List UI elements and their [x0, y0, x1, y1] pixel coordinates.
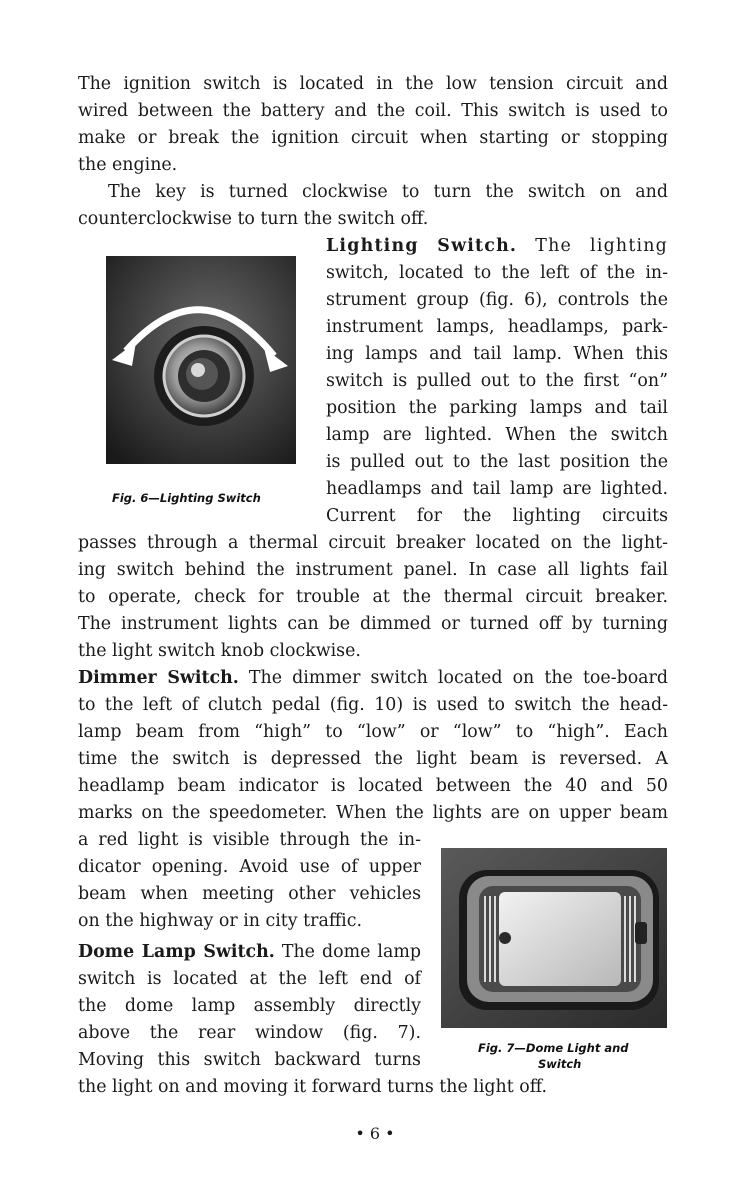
text-line: a red light is visible through the in- [78, 830, 421, 850]
fig6-caption: Fig. 6—Lighting Switch [112, 491, 261, 505]
dimmer-heading-line [78, 665, 668, 692]
text-line: counterclockwise to turn the switch off. [78, 209, 429, 229]
lighting-switch-section [326, 233, 668, 530]
text-line: time the switch is depressed the light beam is reversed. A [78, 749, 668, 769]
text-line: instrument lamps, headlamps, park- [326, 317, 668, 337]
dimmer-heading-rest: The dimmer switch located on the toe-board [238, 668, 668, 688]
text-line: the light on and moving it forward turns the light off. [78, 1077, 548, 1097]
text-line: switch is pulled out to the first “on” [326, 371, 668, 391]
text-line: wired between the battery and the coil. This switch is used to [78, 101, 668, 121]
dome-heading: Dome Lamp Switch. [78, 942, 275, 962]
text-line: make or break the ignition circuit when starting or stopping [78, 128, 668, 148]
text-line: the light switch knob clockwise. [78, 641, 361, 661]
text-line: Moving this switch backward turns [78, 1050, 421, 1070]
lighting-heading: Lighting Switch. [326, 236, 518, 256]
text-line: The ignition switch is located in the low tension circuit and [78, 74, 668, 94]
text-line: switch, located to the left of the in- [326, 263, 668, 283]
text-line: lamp beam from “high” to “low” or “low” to “high”. Each [78, 722, 668, 742]
text-line: The instrument lights can be dimmed or turned off by turning [78, 614, 668, 634]
text-line: strument group (fig. 6), controls the [326, 290, 668, 310]
text-line: marks on the speedometer. When the lights are on upper beam [78, 803, 668, 823]
text-line: to operate, check for trouble at the thermal circuit breaker. [78, 587, 668, 607]
ignition-paragraph [78, 71, 668, 179]
text-line: passes through a thermal circuit breaker located on the light- [78, 533, 668, 553]
dimmer-left-column [78, 827, 421, 935]
text-line: headlamps and tail lamp are lighted. [326, 479, 668, 499]
text-line: headlamp beam indicator is located between the 40 and 50 [78, 776, 668, 796]
lighting-heading-line [326, 233, 668, 260]
dome-light-photo [441, 848, 667, 1028]
dome-heading-line [78, 939, 421, 966]
text-line: dicator opening. Avoid use of upper [78, 857, 421, 877]
dome-light-illustration [441, 848, 667, 1028]
text-line: is pulled out to the last position the [326, 452, 668, 472]
text-line: above the rear window (fig. 7). [78, 1023, 421, 1043]
text-line: on the highway or in city traffic. [78, 911, 363, 931]
text-line: beam when meeting other vehicles [78, 884, 421, 904]
fig7-caption-line2: Switch [538, 1057, 582, 1071]
text-line: lamp are lighted. When the switch [326, 425, 668, 445]
fig7-caption-line1: Fig. 7—Dome Light and [478, 1041, 629, 1055]
dome-last-line [78, 1074, 678, 1101]
dimmer-switch-section [78, 665, 668, 827]
lighting-switch-illustration [106, 256, 296, 464]
dome-lamp-section [78, 939, 421, 1074]
page-number: • 6 • [355, 1124, 395, 1143]
text-line: Current for the lighting circuits [326, 506, 668, 526]
text-line: ing lamps and tail lamp. When this [326, 344, 668, 364]
dimmer-heading: Dimmer Switch. [78, 668, 239, 688]
text-line: position the parking lamps and tail [326, 398, 668, 418]
key-paragraph [78, 179, 668, 233]
text-line: to the left of clutch pedal (fig. 10) is used to switch the head- [78, 695, 668, 715]
dome-heading-rest: The dome lamp [274, 942, 421, 962]
text-line: switch is located at the left end of [78, 969, 421, 989]
lighting-heading-rest: The lighting [517, 236, 668, 256]
text-line: the dome lamp assembly directly [78, 996, 421, 1016]
text-line: The key is turned clockwise to turn the switch on and [108, 182, 668, 202]
lighting-continued [78, 530, 668, 665]
text-line: the engine. [78, 155, 178, 175]
lighting-switch-photo [106, 256, 296, 464]
text-line: ing switch behind the instrument panel. In case all lights fail [78, 560, 668, 580]
